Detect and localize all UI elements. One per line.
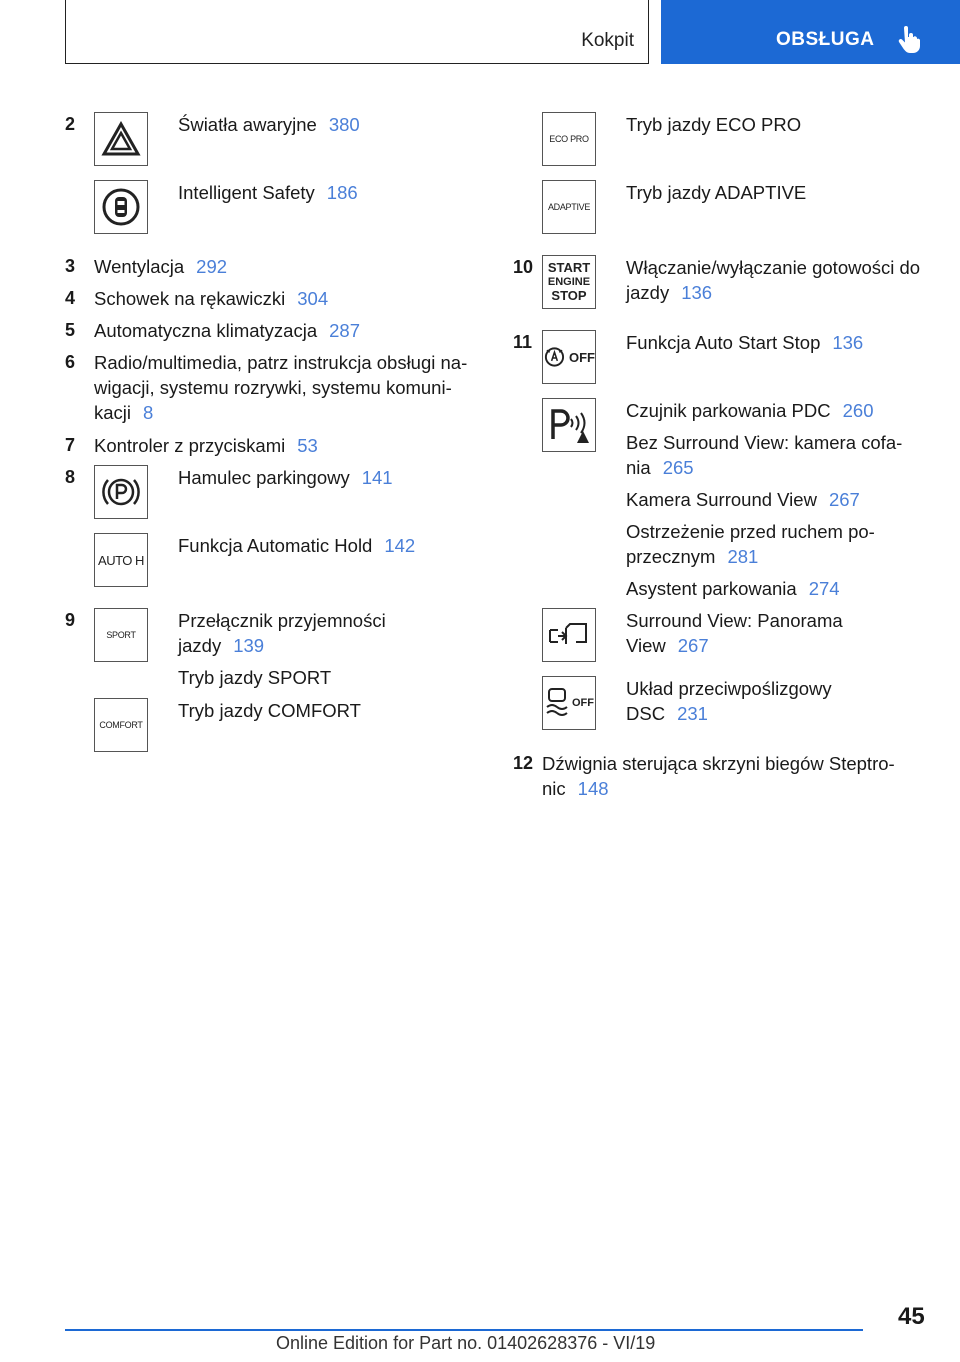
steptronic-lever-entry: Dźwignia sterująca skrzyni biegów Steptro- nic 148 (542, 753, 895, 799)
eco-pro-icon: ECO PRO (542, 112, 596, 166)
page-ref-link[interactable]: 139 (233, 635, 265, 656)
comfort-mode-entry: Tryb jazdy COMFORT (178, 700, 361, 721)
page-ref-link[interactable]: 260 (842, 400, 874, 421)
item-number: 6 (65, 352, 76, 372)
page-ref-link[interactable]: 186 (326, 182, 358, 203)
chapter-title: OBSŁUGA (776, 29, 875, 50)
page-ref-link[interactable]: 267 (828, 489, 860, 510)
page-ref-link[interactable]: 8 (143, 402, 154, 423)
parking-brake-entry: Hamulec parkingowy 141 (178, 467, 393, 488)
intelligent-safety-entry: Intelligent Safety 186 (178, 182, 358, 203)
page-ref-link[interactable]: 274 (808, 578, 840, 599)
eco-pro-entry: Tryb jazdy ECO PRO (626, 114, 802, 135)
page-ref-link[interactable]: 267 (677, 635, 709, 656)
header-section-box (65, 0, 649, 64)
radio-multimedia-entry: Radio/multimedia, patrz instrukcja obsługi na- wigacji, systemu rozrywki, systemu komuni- kacji 8 (94, 352, 468, 423)
dsc-entry: Układ przeciwpoślizgowy DSC 231 (626, 678, 832, 724)
climate-control-entry: Automatyczna klimatyzacja 287 (94, 320, 360, 341)
pdc-entry: Czujnik parkowania PDC 260 Bez Surround View: kamera cofa- nia 265 Kamera Surround View 267 Ostrzeżenie przed ruchem po- przecznym 281 Asystent parkowania 274 (626, 400, 903, 599)
panorama-view-entry: Surround View: Panorama View 267 (626, 610, 843, 656)
driving-mode-switch-entry: Przełącznik przyjemności jazdy 139 Tryb jazdy SPORT (178, 610, 386, 688)
hazard-warning-icon (94, 112, 148, 166)
adaptive-mode-entry: Tryb jazdy ADAPTIVE (626, 182, 807, 203)
hand-pointer-icon (897, 26, 921, 54)
intelligent-safety-icon (94, 180, 148, 234)
page-ref-link[interactable]: 142 (384, 535, 416, 556)
sport-mode-icon: SPORT (94, 608, 148, 662)
park-distance-control-icon (542, 398, 596, 452)
page-ref-link[interactable]: 380 (328, 114, 360, 135)
hazard-lights-entry: Światła awaryjne 380 (178, 114, 360, 135)
footer-edition: Online Edition for Part no. 01402628376 - VI/19 (276, 1333, 656, 1353)
page-ref-link[interactable]: 292 (196, 256, 228, 277)
item-number: 12 (513, 753, 534, 773)
adaptive-mode-icon: ADAPTIVE (542, 180, 596, 234)
item-number: 3 (65, 256, 76, 276)
comfort-mode-icon: COMFORT (94, 698, 148, 752)
item-number: 10 (513, 257, 534, 277)
page-number: 45 (898, 1303, 925, 1330)
item-number: 9 (65, 610, 76, 630)
item-number: 7 (65, 435, 76, 455)
dsc-off-icon: OFF (542, 676, 596, 730)
page-ref-link[interactable]: 141 (361, 467, 393, 488)
page-ref-link[interactable]: 148 (577, 778, 609, 799)
item-number: 4 (65, 288, 76, 308)
panorama-view-icon (542, 608, 596, 662)
page-ref-link[interactable]: 136 (681, 282, 713, 303)
auto-start-stop-icon: OFF (542, 330, 596, 384)
page-ref-link[interactable]: 136 (832, 332, 864, 353)
footer-divider (65, 1329, 863, 1331)
page-ref-link[interactable]: 281 (727, 546, 759, 567)
page-ref-link[interactable]: 231 (677, 703, 708, 724)
auto-hold-entry: Funkcja Automatic Hold 142 (178, 535, 416, 556)
item-number: 2 (65, 114, 76, 134)
ventilation-entry: Wentylacja 292 (94, 256, 228, 277)
glove-box-entry: Schowek na rękawiczki 304 (94, 288, 329, 309)
controller-entry: Kontroler z przyciskami 53 (94, 435, 318, 456)
item-number: 8 (65, 467, 76, 487)
item-number: 11 (513, 332, 533, 352)
page-ref-link[interactable]: 265 (662, 457, 694, 478)
auto-hold-icon: AUTO H (94, 533, 148, 587)
header-chapter-box (661, 0, 960, 64)
page-ref-link[interactable]: 287 (329, 320, 360, 341)
engine-start-entry: Włączanie/wyłączanie gotowości do jazdy 136 (626, 257, 921, 303)
section-title: Kokpit (581, 30, 634, 51)
page-ref-link[interactable]: 304 (297, 288, 329, 309)
parking-brake-icon (94, 465, 148, 519)
auto-start-stop-entry: Funkcja Auto Start Stop 136 (626, 332, 864, 353)
start-stop-engine-icon: START ENGINE STOP (542, 255, 596, 309)
page-ref-link[interactable]: 53 (297, 435, 318, 456)
item-number: 5 (65, 320, 76, 340)
